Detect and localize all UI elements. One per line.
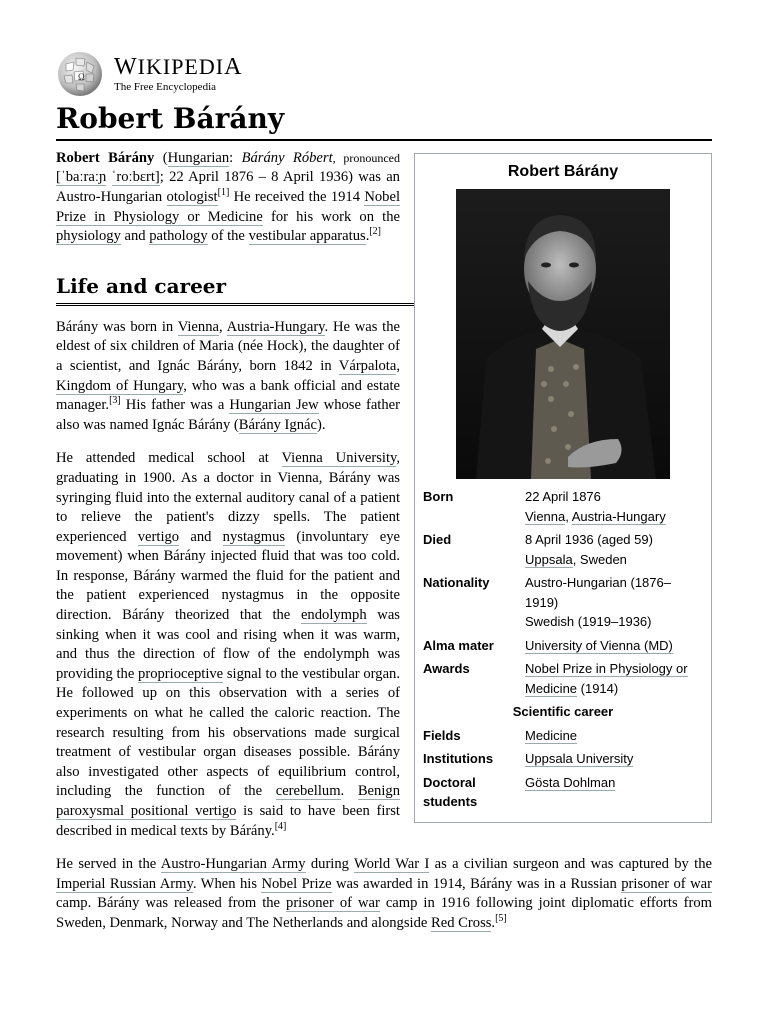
link-vestibular-apparatus[interactable]: vestibular apparatus [248,228,366,245]
infobox-row-awards: Awards Nobel Prize in Physiology or Medicine (1914) [423,657,703,700]
link-endolymph[interactable]: endolymph [300,607,367,624]
ref-4[interactable]: [4] [274,820,287,832]
link-uppsala-university[interactable]: Uppsala University [525,751,634,767]
infobox-section-scientific-career: Scientific career [512,704,614,720]
link-prisoner-of-war-2[interactable]: prisoner of war [286,895,380,912]
lead-paragraph: Robert Bárány (Hungarian: Bárány Róbert, pronounced [ˈbaːraːɲ ˈroːbɛrt]; 22 April 1876 – 8 April 1936) was an Austro-Hungarian otologist[1] He received the 1914 Nobel Prize in Physiology or Medicine for his work on the physiology and pathology of the vestibular apparatus.[2] [56,149,400,245]
link-varpalota[interactable]: Várpalota [338,357,397,374]
section-heading-life-career: Life and career [56,275,712,306]
page-title: Robert Bárány [56,104,712,141]
infobox-row-died: Died 8 April 1936 (aged 59) Uppsala, Sweden [423,528,703,571]
native-name: Bárány Róbert [241,149,333,166]
link-born-vienna[interactable]: Vienna [525,508,566,524]
link-red-cross[interactable]: Red Cross [431,914,492,931]
link-gosta-dohlman[interactable]: Gösta Dohlman [525,774,616,790]
link-vertigo[interactable]: vertigo [137,528,180,545]
wikipedia-globe-icon [56,50,104,98]
link-ipa-given-name[interactable]: ˈroːbɛrt] [111,169,160,186]
link-medicine[interactable]: Medicine [525,727,578,743]
infobox-row-nationality: Nationality Austro-Hungarian (1876–1919) Swedish (1919–1936) [423,571,703,634]
link-born-austria-hungary[interactable]: Austria-Hungary [571,508,666,524]
lead-bold-name: Robert Bárány [56,149,155,166]
link-university-of-vienna[interactable]: University of Vienna (MD) [525,637,673,653]
link-physiology[interactable]: physiology [56,228,121,245]
paragraph-medical-career: He attended medical school at Vienna University, graduating in 1900. As a doctor in Vienna, Bárány was syringing fluid into the external auditory canal of a patient to relieve the patient's dizzy spells. The patient experienced vertigo and nystagmus (involuntary eye movement) when Bárány injected fluid that was too cold. In response, Bárány warmed the fluid for the patient and the patient experienced nystagmus in the opposite direction. Bárány theorized that the endolymph was sinking when it was cool and rising when it was warm, and thus the direction of flow of the endolymph was providing the proprioceptive signal to the vestibular organ. He followed up on this observation with a series of experiments on what he called the caloric reaction. The research resulting from his observations made surgical treatment of vestibular organ diseases possible. Bárány also investigated other aspects of equilibrium control, including the function of the cerebellum. Benign paroxysmal positional vertigo is said to have been first described in medical texts by Bárány.[4] [56,450,401,839]
link-ipa-surname[interactable]: [ˈbaːraːɲ [56,169,107,186]
wordmark: WIKIPEDIA [114,54,243,80]
link-nobel-prize-award[interactable]: Nobel Prize in Physiology or Medicine [525,661,688,696]
link-died-uppsala[interactable]: Uppsala [525,551,573,567]
infobox-row-institutions [423,747,703,771]
ref-1[interactable]: [1] [217,187,230,199]
died-date: 8 April 1936 (aged 59) [525,532,653,548]
link-kingdom-of-hungary[interactable]: Kingdom of Hungary [56,377,184,394]
link-nobel-prize-lead[interactable]: Nobel Prize in Physiology or Medicine [56,188,400,225]
link-bppv[interactable]: Benign paroxysmal positional vertigo [56,783,400,820]
site-logo[interactable] [56,50,712,98]
link-nystagmus[interactable]: nystagmus [222,528,286,545]
link-vienna[interactable]: Vienna [177,318,219,335]
infobox-row-alma-mater [423,634,703,658]
link-austro-hungarian-army[interactable]: Austro-Hungarian Army [160,856,306,873]
paragraph-war-service: He served in the Austro-Hungarian Army during World War I as a civilian surgeon and was captured by the Imperial Russian Army. When his Nobel Prize was awarded in 1914, Bárány was in a Russian prisoner of war camp. Bárány was released from the prisoner of war camp in 1916 following joint diplomatic efforts from Sweden, Denmark, Norway and The Netherlands and alongside Red Cross.[5] [56,856,713,931]
link-vienna-university[interactable]: Vienna University [281,450,397,467]
link-cerebellum[interactable]: cerebellum [275,783,341,800]
born-date: 22 April 1876 [525,489,601,505]
infobox-label-awards: Awards [423,661,470,677]
infobox-row-born: Born 22 April 1876 Vienna, Austria-Hungary [423,485,703,528]
link-nobel-prize[interactable]: Nobel Prize [261,875,332,892]
link-barany-ignac[interactable]: Bárány Ignác [238,416,317,433]
link-hungarian-jew[interactable]: Hungarian Jew [229,397,319,414]
link-proprioceptive[interactable]: proprioceptive [138,665,224,682]
ref-3[interactable]: [3] [109,395,121,407]
infobox-label-alma-mater: Alma mater [423,637,494,653]
ref-2[interactable]: [2] [369,226,382,238]
link-prisoner-of-war-1[interactable]: prisoner of war [621,875,712,892]
infobox-label-nationality: Nationality [423,575,490,591]
infobox-label-doctoral-students: Doctoral students [423,774,478,810]
infobox-label-born: Born [423,489,454,505]
portrait-photo [456,189,670,479]
infobox-label-institutions: Institutions [423,751,494,767]
infobox-row-fields [423,724,703,748]
infobox-title: Robert Bárány [507,162,619,180]
link-hungarian[interactable]: Hungarian [167,149,230,166]
paragraph-early-life: Bárány was born in Vienna, Austria-Hungary. He was the eldest of six children of Maria (née Hock), the daughter of a scientist, and Ignác Bárány, born 1842 in Várpalota, Kingdom of Hungary, who was a bank official and estate manager.[3] His father was a Hungarian Jew whose father also was named Ignác Bárány (Bárány Ignác). [56,318,401,433]
link-otologist[interactable]: otologist [166,188,218,205]
link-world-war-i[interactable]: World War I [354,856,430,873]
link-pathology[interactable]: pathology [149,228,208,245]
infobox-label-fields: Fields [423,727,461,743]
link-imperial-russian-army[interactable]: Imperial Russian Army [56,875,193,892]
svg-text:Ω: Ω [78,72,85,82]
infobox [414,153,712,823]
infobox-row-doctoral-students [423,771,703,814]
ref-5[interactable]: [5] [495,913,507,925]
link-austria-hungary[interactable]: Austria-Hungary [226,318,325,335]
tagline: The Free Encyclopedia [114,81,217,93]
infobox-label-died: Died [423,532,452,548]
